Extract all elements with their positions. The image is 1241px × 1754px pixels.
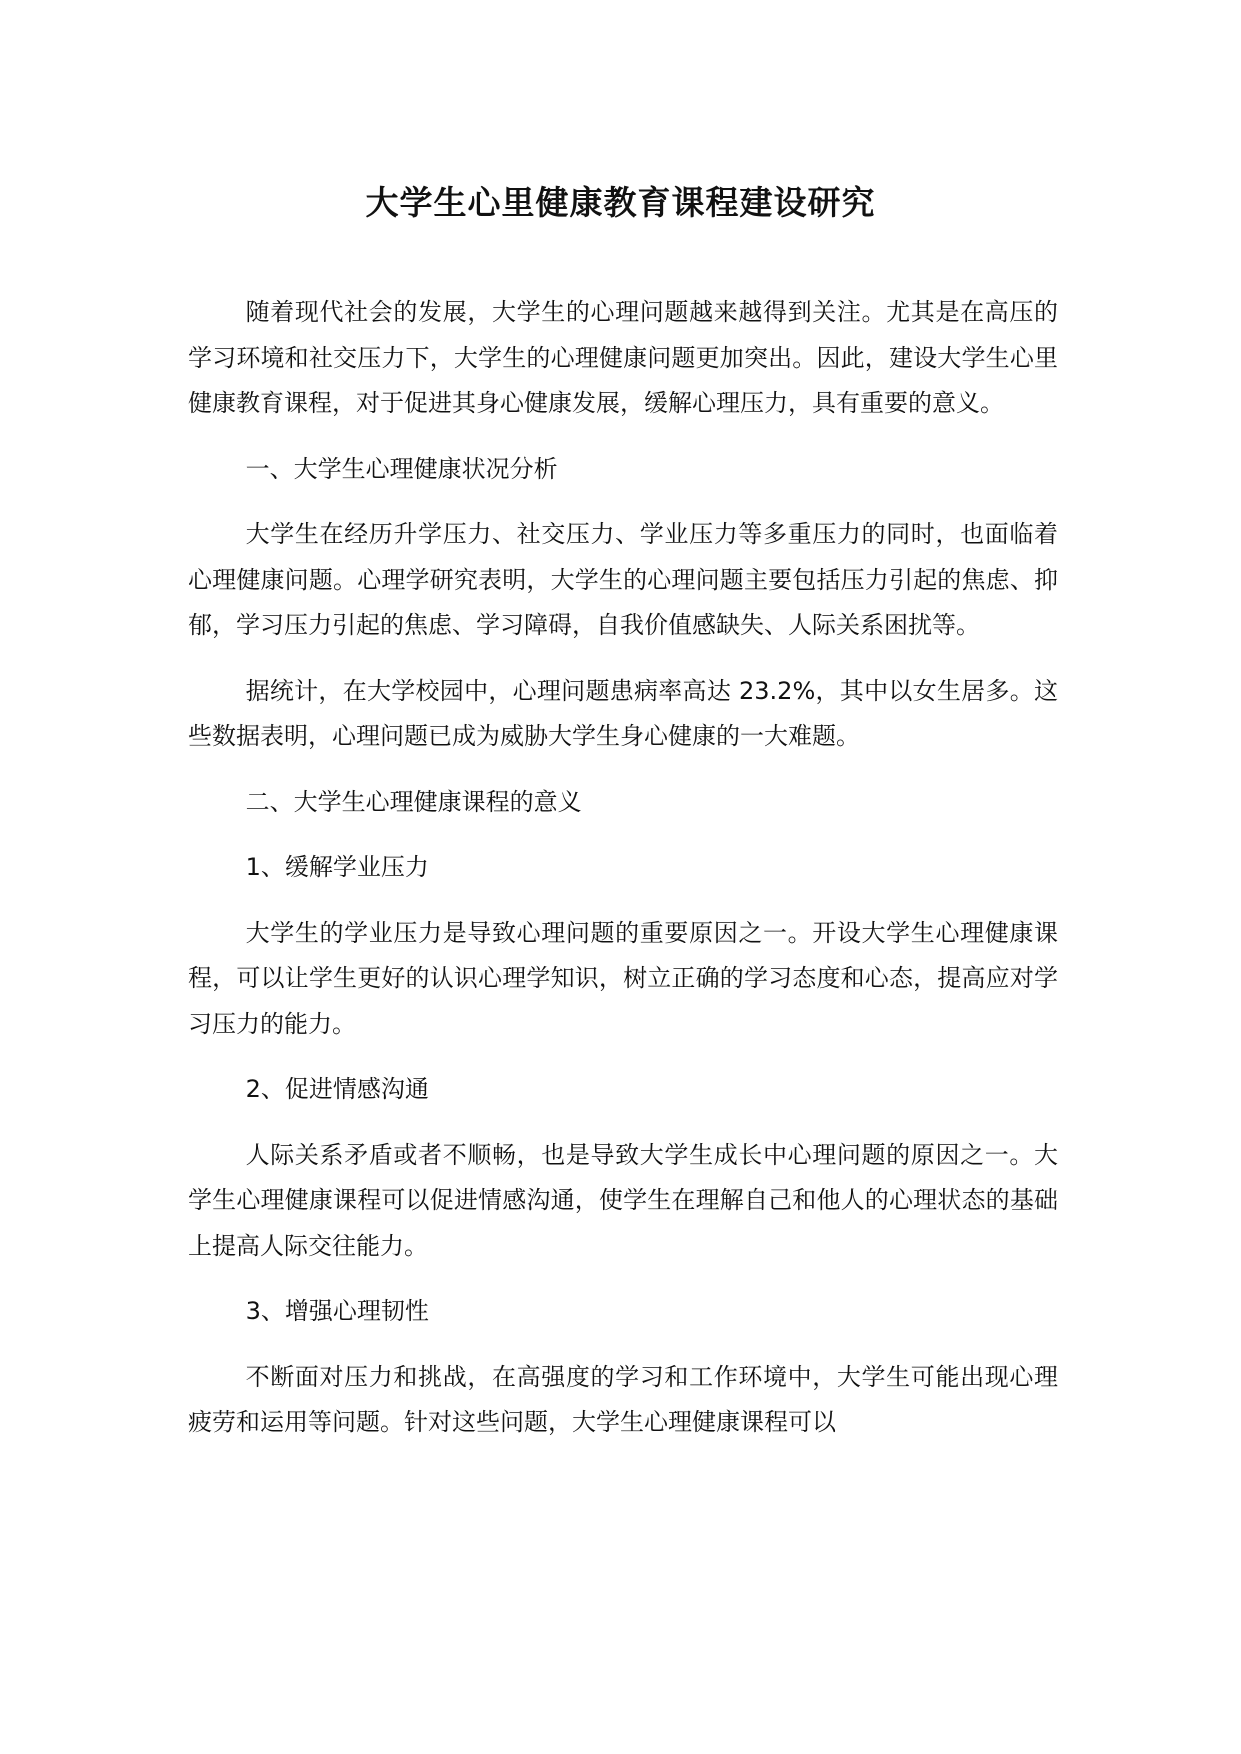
body-paragraph: 不断面对压力和挑战，在高强度的学习和工作环境中，大学生可能出现心理疲劳和运用等问题。针对这些问题，大学生心理健康课程可以 xyxy=(188,1362,1058,1436)
document-title: 大学生心里健康教育课程建设研究 xyxy=(365,183,876,222)
section-heading-2: 二、大学生心理健康课程的意义 xyxy=(245,787,582,816)
document-body xyxy=(188,290,1058,1466)
statistics-paragraph: 据统计，在大学校园中，心理问题患病率高达 23.2%，其中以女生居多。这些数据表明，心理问题已成为威胁大学生身心健康的一大难题。 xyxy=(188,676,1058,750)
body-paragraph: 人际关系矛盾或者不顺畅，也是导致大学生成长中心理问题的原因之一。大学生心理健康课程可以促进情感沟通，使学生在理解自己和他人的心理状态的基础上提高人际交往能力。 xyxy=(188,1140,1058,1260)
section-heading-1: 一、大学生心理健康状况分析 xyxy=(245,454,558,483)
subsection-heading-1: 1、缓解学业压力 xyxy=(245,853,429,881)
subsection-heading-2: 2、促进情感沟通 xyxy=(245,1075,429,1103)
subsection-heading-3: 3、增强心理韧性 xyxy=(245,1297,429,1325)
body-paragraph: 大学生在经历升学压力、社交压力、学业压力等多重压力的同时，也面临着心理健康问题。心理学研究表明，大学生的心理问题主要包括压力引起的焦虑、抑郁，学习压力引起的焦虑、学习障碍，自我价值感缺失、人际关系困扰等。 xyxy=(188,520,1058,639)
intro-paragraph: 随着现代社会的发展，大学生的心理问题越来越得到关注。尤其是在高压的学习环境和社交压力下，大学生的心理健康问题更加突出。因此，建设大学生心里健康教育课程，对于促进其身心健康发展，缓解心理压力，具有重要的意义。 xyxy=(188,298,1058,417)
body-paragraph: 大学生的学业压力是导致心理问题的重要原因之一。开设大学生心理健康课程，可以让学生更好的认识心理学知识，树立正确的学习态度和心态，提高应对学习压力的能力。 xyxy=(188,918,1058,1038)
